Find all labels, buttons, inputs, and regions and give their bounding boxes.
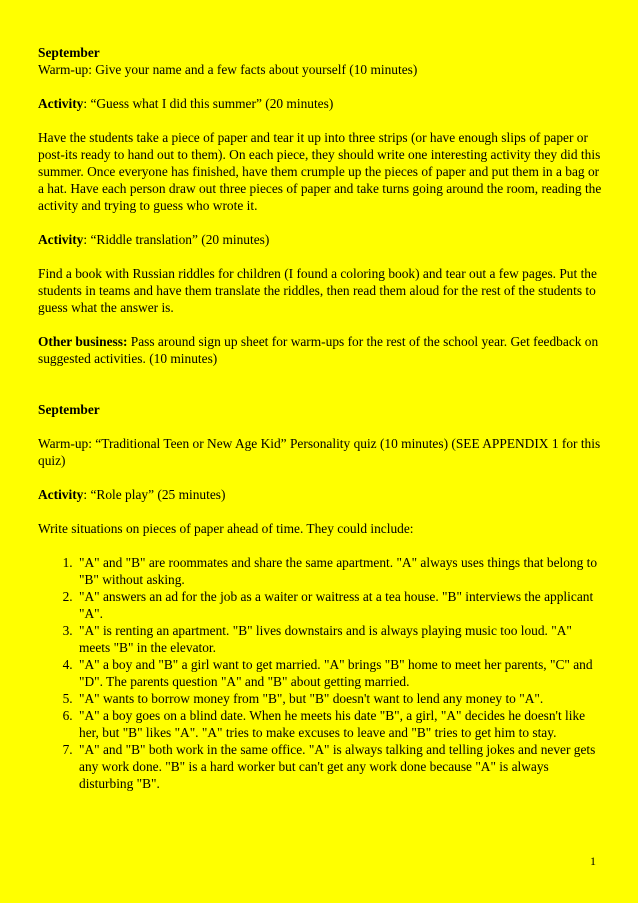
page-number: 1 (590, 854, 596, 868)
list-item: 4. "A" a boy and "B" a girl want to get married. "A" brings "B" home to meet her parents, "C" and "D". The parents question "A" and "B" about getting married. (76, 656, 602, 690)
section1-other-business: Other business: Pass around sign up sheet for warm-ups for the rest of the school year. Get feedback on suggested activities. (10 minutes) (38, 334, 599, 366)
situation-list (38, 554, 602, 792)
section1-activity1-description: Have the students take a piece of paper and tear it up into three strips (or have enough slips of paper or post-its ready to hand out to them). On each piece, they should write one interesting activity they did this summer. Once everyone has finished, have them crumple up the pieces of paper and put them in a bag or a hat. Have each person draw out three pieces of paper and take turns going around the room, reading the activity and trying to guess who wrote it. (38, 130, 602, 213)
section1-activity1-title: Activity: “Guess what I did this summer” (20 minutes) (38, 96, 334, 111)
section1-warmup: Warm-up: Give your name and a few facts about yourself (10 minutes) (38, 62, 418, 77)
section2-intro: Write situations on pieces of paper ahead of time. They could include: (38, 521, 414, 536)
section2-heading: September (38, 402, 100, 417)
list-item: 5. "A" wants to borrow money from "B", but "B" doesn't want to lend any money to "A". (76, 690, 602, 707)
list-item: 7. "A" and "B" both work in the same office. "A" is always talking and telling jokes and never gets any work done. "B" is a hard worker but can't get any work done because "A" is always disturbing "B". (76, 741, 602, 792)
section1-activity2-title: Activity: “Riddle translation” (20 minutes) (38, 232, 270, 247)
section1-activity2-description: Find a book with Russian riddles for children (I found a coloring book) and tear out a few pages. Put the students in teams and have them translate the riddles, then read them aloud for the rest of the students to guess what the answer is. (38, 266, 597, 315)
list-item: 3. "A" is renting an apartment. "B" lives downstairs and is always playing music too loud. "A" meets "B" in the elevator. (76, 622, 602, 656)
section1-heading: September (38, 45, 100, 60)
section2-activity-title: Activity: “Role play” (25 minutes) (38, 487, 226, 502)
list-item: 1. "A" and "B" are roommates and share the same apartment. "A" always uses things that belong to "B" without asking. (76, 554, 602, 588)
list-item: 6. "A" a boy goes on a blind date. When he meets his date "B", a girl, "A" decides he doesn't like her, but "B" likes "A". "A" tries to make excuses to leave and "B" tries to get him to stay. (76, 707, 602, 741)
list-item: 2. "A" answers an ad for the job as a waiter or waitress at a tea house. "B" interviews the applicant "A". (76, 588, 602, 622)
section2-warmup: Warm-up: “Traditional Teen or New Age Kid” Personality quiz (10 minutes) (SEE APPENDIX 1 for this quiz) (38, 436, 601, 468)
